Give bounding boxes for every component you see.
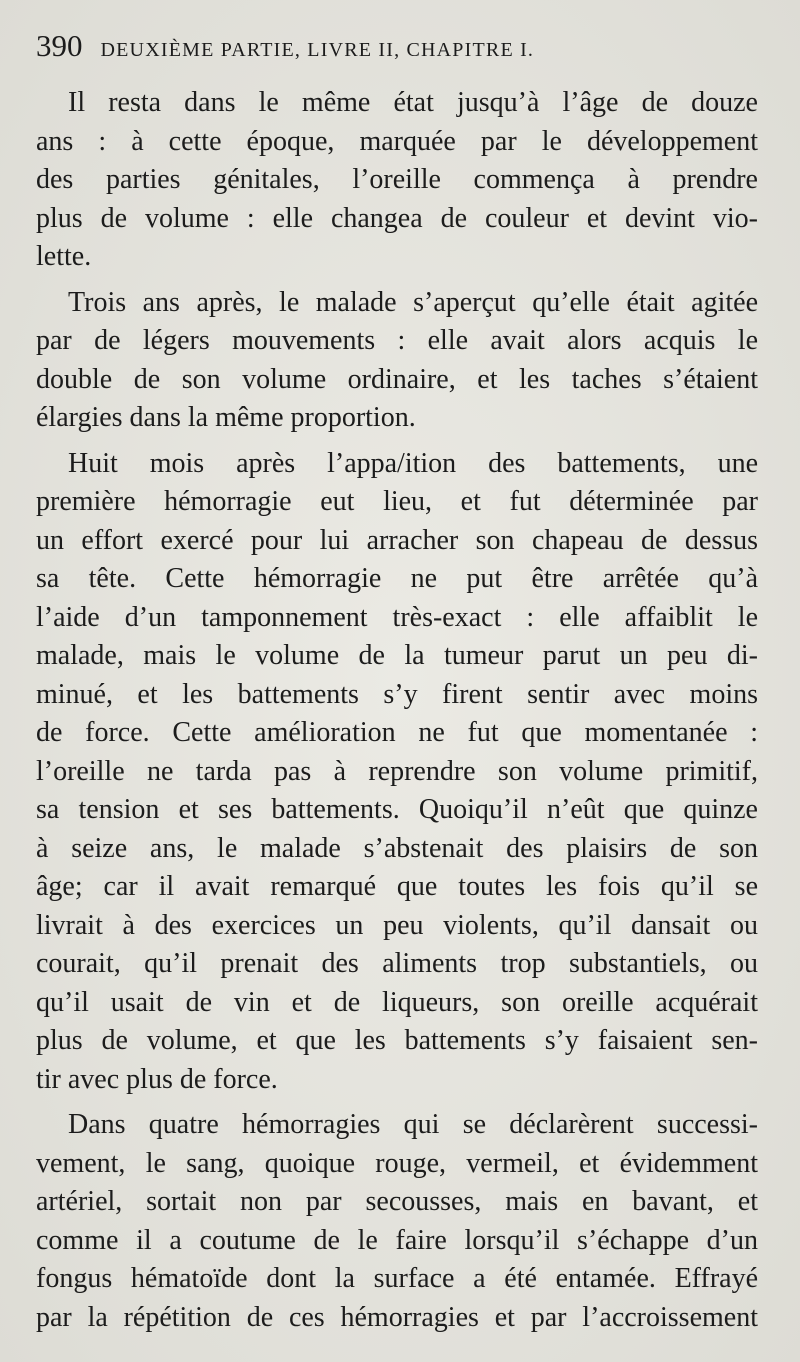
text-line: un effort exercé pour lui arracher son chapeau de dessus — [36, 524, 758, 556]
text-line: ans : à cette époque, marquée par le développement — [36, 125, 758, 157]
text-line: minué, et les battements s’y firent sentir avec moins — [36, 678, 758, 710]
paragraph-4 — [36, 1106, 758, 1337]
text-line: Huit mois après l’appa/ition des battements, une — [68, 447, 758, 479]
running-head: DEUXIÈME PARTIE, LIVRE II, CHAPITRE I. — [100, 39, 535, 61]
text-line: sa tension et ses battements. Quoiqu’il n’eût que quinze — [36, 794, 758, 825]
text-line: comme il a coutume de le faire lorsqu’il s’échappe d’un — [36, 1224, 758, 1256]
text-line: artériel, sortait non par secousses, mais en bavant, et — [36, 1186, 758, 1217]
text-line: âge; car il avait remarqué que toutes les fois qu’il se — [36, 871, 758, 902]
text-line: par la répétition de ces hémorragies et par l’accroissement — [36, 1301, 758, 1333]
text-line: tir avec plus de force. — [36, 1063, 278, 1095]
text-line: de force. Cette amélioration ne fut que momentanée : — [36, 717, 758, 748]
text-line: Trois ans après, le malade s’aperçut qu’elle était agitée — [68, 286, 758, 318]
text-line: vement, le sang, quoique rouge, vermeil, et évidemment — [36, 1147, 758, 1179]
text-line: lette. — [36, 241, 92, 272]
text-line: plus de volume, et que les battements s’y faisaient sen- — [36, 1025, 758, 1056]
text-line: des parties génitales, l’oreille commença à prendre — [36, 164, 758, 195]
text-line: plus de volume : elle changea de couleur et devint vio- — [36, 202, 758, 234]
text-line: à seize ans, le malade s’abstenait des plaisirs de son — [36, 832, 758, 864]
text-line: élargies dans la même proportion. — [36, 402, 416, 433]
text-line: sa tête. Cette hémorragie ne put être arrêtée qu’à — [36, 563, 758, 594]
text-line: l’oreille ne tarda pas à reprendre son volume primitif, — [36, 755, 758, 787]
page-number: 390 — [36, 28, 83, 63]
text-line: livrait à des exercices un peu violents, qu’il dansait ou — [36, 909, 758, 941]
paragraph-2 — [36, 284, 758, 438]
text-line: Dans quatre hémorragies qui se déclarèrent successi- — [68, 1109, 758, 1140]
paragraph-3 — [36, 445, 758, 1100]
page-header — [36, 28, 766, 78]
text-line: par de légers mouvements : elle avait alors acquis le — [36, 325, 758, 356]
text-line: malade, mais le volume de la tumeur parut un peu di- — [36, 640, 758, 671]
text-line: l’aide d’un tamponnement très-exact : elle affaiblit le — [36, 601, 758, 633]
text-line: qu’il usait de vin et de liqueurs, son oreille acquérait — [36, 986, 758, 1018]
paragraph-1 — [36, 84, 758, 277]
text-line: fongus hématoïde dont la surface a été entamée. Effrayé — [36, 1263, 758, 1294]
text-line: Il resta dans le même état jusqu’à l’âge de douze — [68, 87, 758, 118]
text-line: double de son volume ordinaire, et les taches s’étaient — [36, 363, 758, 395]
body-text — [36, 84, 758, 1337]
text-line: courait, qu’il prenait des aliments trop substantiels, ou — [36, 948, 758, 979]
text-line: première hémorragie eut lieu, et fut déterminée par — [36, 486, 758, 517]
